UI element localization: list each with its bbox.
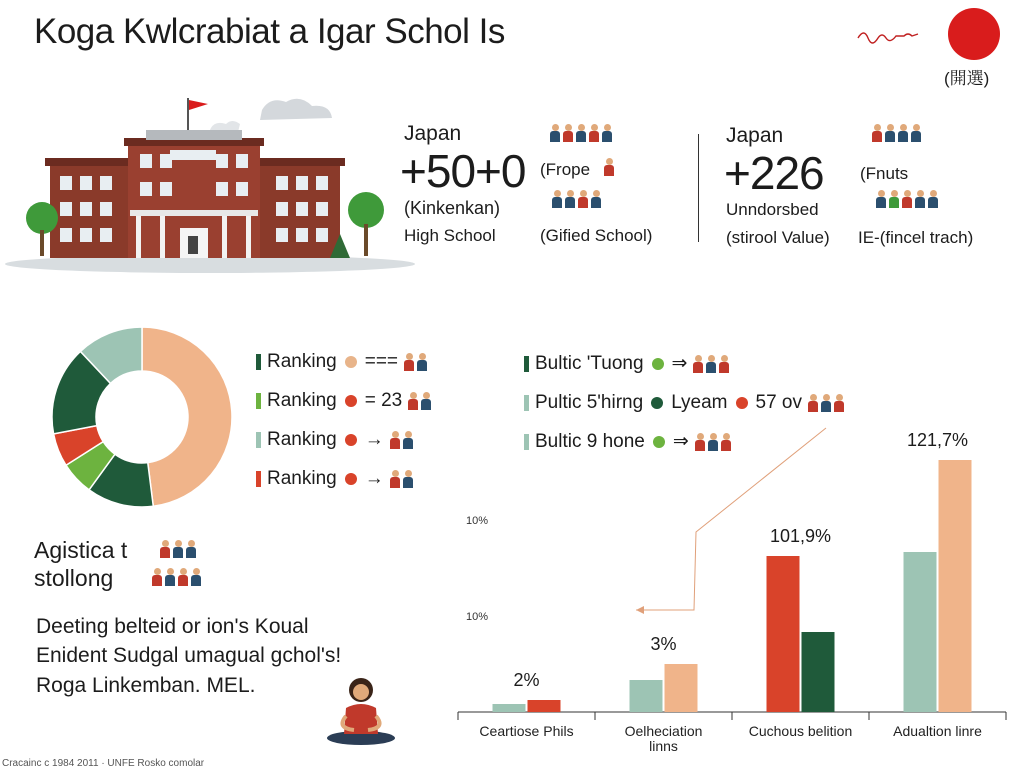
donut-legend-item <box>256 381 431 420</box>
donut-legend-item <box>256 420 431 459</box>
flag-label: (開選) <box>944 69 990 88</box>
bar-chart <box>440 420 1024 760</box>
notes-heading-line-2: stollong <box>34 565 114 591</box>
legend-suffix: === <box>364 350 399 372</box>
legend-suffix: 57 ov <box>755 391 802 413</box>
note-line: Roga Linkemban. MEL. <box>36 673 256 697</box>
annotation-arrowhead <box>636 606 644 614</box>
bar-0 <box>528 700 561 712</box>
legend-dot <box>345 434 357 446</box>
bar-1 <box>630 680 663 712</box>
legend-label: Bultic 9 hone <box>535 430 645 452</box>
legend-suffix-label: Lyeam <box>671 391 728 413</box>
student-icon <box>604 158 614 176</box>
stat-2-caption: (stirool Value) <box>726 228 830 247</box>
legend-dot <box>736 397 748 409</box>
students-desk-icon <box>552 190 601 208</box>
note-line: Deeting belteid or ion's Koual <box>36 615 309 638</box>
stat-2-side-bottom: IE-(fincel trach) <box>858 228 974 247</box>
signature-scribble-icon <box>856 24 920 48</box>
y-tick-label: 10% <box>466 515 489 527</box>
legend-label: Ranking <box>267 467 337 489</box>
y-tick-label: 10% <box>466 611 489 623</box>
stat-1-sub: (Kinkenkan) <box>404 198 501 218</box>
bar-2 <box>767 556 800 712</box>
stat-2-sub: Unndorsbed <box>726 200 819 219</box>
data-label: 3% <box>650 634 677 654</box>
data-label: 121,7% <box>906 430 969 450</box>
stat-1-side-bottom: (Gified School) <box>540 226 653 245</box>
student-desk-icon <box>408 392 431 410</box>
meditating-student-icon <box>324 672 398 746</box>
japan-flag-icon <box>948 8 1000 60</box>
legend-swatch <box>256 471 261 487</box>
student-desk-icon <box>808 394 844 412</box>
legend-label: Ranking <box>267 350 337 372</box>
donut-legend-item <box>256 459 431 498</box>
bar-legend-item <box>524 344 844 383</box>
students-group-icon <box>550 124 612 142</box>
x-tick-label: Oelheciation <box>624 723 703 739</box>
legend-label: Ranking <box>267 428 337 450</box>
data-label: 2% <box>513 670 540 690</box>
x-tick-label: linns <box>649 738 678 754</box>
footer-credit: Cracainc c 1984 2011 · UNFE Rosko comolar <box>2 758 205 769</box>
legend-label: Bultic 'Tuong <box>535 352 644 374</box>
student-desk-icon <box>390 431 413 449</box>
legend-label: Pultic 5'hirng <box>535 391 644 413</box>
legend-dot <box>651 397 663 409</box>
stat-1-side-top: (Frope <box>540 160 591 179</box>
legend-suffix: → <box>364 467 384 489</box>
legend-dot <box>345 356 357 368</box>
notes-heading-line-1: Agistica t <box>34 537 128 563</box>
bar-legend-item <box>524 383 844 422</box>
students-group-icon <box>872 124 921 142</box>
donut-legend <box>256 342 431 498</box>
donut-legend-item <box>256 342 431 381</box>
students-activity-icon <box>160 540 196 558</box>
legend-dot <box>345 473 357 485</box>
x-tick-label: Ceartiose Phils <box>479 723 574 739</box>
bar-3 <box>904 552 937 712</box>
donut-chart <box>50 325 234 509</box>
x-tick-label: Cuchous belition <box>748 723 853 739</box>
stat-1-value: +50+0 <box>400 145 526 197</box>
school-building-illustration <box>0 90 420 280</box>
stat-1-caption: High School <box>404 226 496 245</box>
bar-0 <box>493 704 526 712</box>
bar-2 <box>802 632 835 712</box>
stat-divider <box>698 134 699 242</box>
student-desk-icon <box>693 355 729 373</box>
legend-dot <box>652 358 664 370</box>
legend-dot <box>345 395 357 407</box>
stat-2-value: +226 <box>724 147 824 199</box>
legend-suffix: = 23 <box>364 389 403 411</box>
donut-slice-0 <box>142 327 232 506</box>
legend-swatch <box>256 432 261 448</box>
x-tick-label: Adualtion linre <box>893 723 982 739</box>
student-desk-icon <box>404 353 427 371</box>
legend-suffix: ⇒ <box>671 353 688 374</box>
bar-1 <box>665 664 698 712</box>
data-label: 101,9% <box>769 526 832 546</box>
students-desk-icon <box>876 190 938 208</box>
bar-3 <box>939 460 972 712</box>
legend-label: Ranking <box>267 389 337 411</box>
legend-suffix: → <box>364 428 384 450</box>
page-title: Koga Kwlcrabiat a Igar Schol Is <box>34 12 505 51</box>
stat-1-region: Japan <box>404 122 462 145</box>
note-line: Enident Sudgal umagual gchol's! <box>36 644 342 668</box>
stat-2-region: Japan <box>726 124 784 147</box>
student-desk-icon <box>390 470 413 488</box>
legend-swatch <box>524 395 529 411</box>
legend-swatch <box>524 356 529 372</box>
legend-swatch <box>256 393 261 409</box>
stat-2-side-top: (Fnuts <box>860 164 909 183</box>
note-lines <box>36 612 341 700</box>
students-playing-icon <box>152 568 201 586</box>
legend-suffix: ⇒ <box>672 431 689 452</box>
legend-swatch <box>256 354 261 370</box>
